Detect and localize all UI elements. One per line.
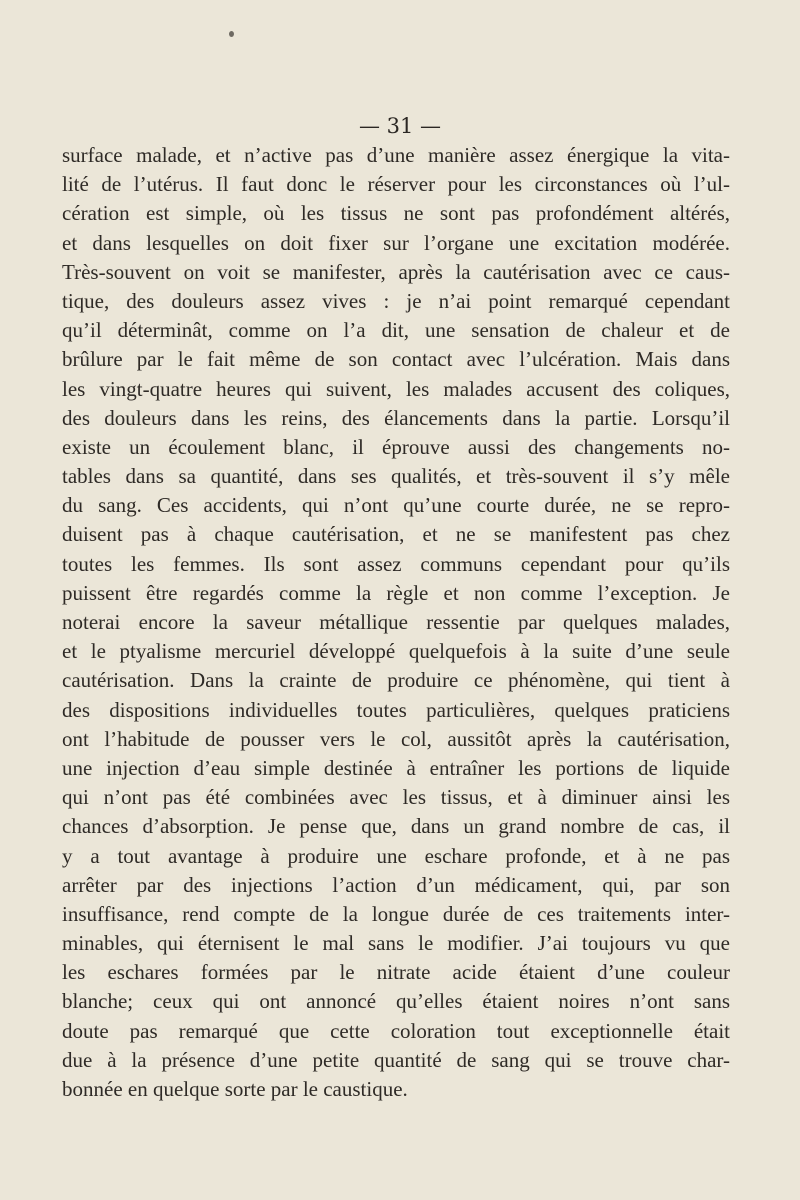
text-line: duisent pas à chaque cautérisation, et ne se manifestent pas chez [62,522,730,547]
text-line: doute pas remarqué que cette coloration tout exceptionnelle était [62,1018,730,1043]
text-line: et le ptyalisme mercuriel développé quelquefois à la suite d’une seule [62,639,730,664]
text-line: lité de l’utérus. Il faut donc le réserver pour les circonstances où l’ul- [62,172,730,197]
text-line: chances d’absorption. Je pense que, dans un grand nombre de cas, il [62,814,730,839]
text-line: les vingt-quatre heures qui suivent, les malades accusent des coliques, [62,376,730,401]
text-line: Très-souvent on voit se manifester, après la cautérisation avec ce caus- [62,259,730,284]
text-line: cautérisation. Dans la crainte de produire ce phénomène, qui tient à [62,668,730,693]
text-line: minables, qui éternisent le mal sans le modifier. J’ai toujours vu que [62,931,730,956]
text-line: des douleurs dans les reins, des élancements dans la partie. Lorsqu’il [62,405,730,430]
text-line: qu’il déterminât, comme on l’a dit, une sensation de chaleur et de [62,318,730,343]
text-line: cération est simple, où les tissus ne sont pas profondément altérés, [62,201,730,226]
text-line: due à la présence d’une petite quantité de sang qui se trouve char- [62,1047,730,1072]
text-line: tables dans sa quantité, dans ses qualités, et très-souvent il s’y mêle [62,464,730,489]
text-line: puissent être regardés comme la règle et non comme l’exception. Je [62,580,730,605]
ink-speck [229,31,234,37]
text-line: ont l’habitude de pousser vers le col, aussitôt après la cautérisation, [62,726,730,751]
text-line: noterai encore la saveur métallique ressentie par quelques malades, [62,610,730,634]
text-line: et dans lesquelles on doit fixer sur l’organe une excitation modérée. [62,230,730,255]
text-line: toutes les femmes. Ils sont assez communs cependant pour qu’ils [62,551,730,576]
text-line: arrêter par des injections l’action d’un médicament, qui, par son [62,872,730,897]
text-line: existe un écoulement blanc, il éprouve aussi des changements no- [62,434,730,459]
text-line: insuffisance, rend compte de la longue durée de ces traitements inter- [62,901,730,926]
text-line: y a tout avantage à produire une eschare profonde, et à ne pas [62,843,730,868]
text-line: une injection d’eau simple destinée à entraîner les portions de liquide [62,755,730,780]
text-line: brûlure par le fait même de son contact avec l’ulcération. Mais dans [62,347,730,372]
body-text [62,141,730,1104]
text-line: les eschares formées par le nitrate acide étaient d’une couleur [62,960,730,985]
text-line: qui n’ont pas été combinées avec les tissus, et à diminuer ainsi les [62,785,730,810]
text-line: surface malade, et n’active pas d’une manière assez énergique la vita- [62,143,730,167]
text-line: tique, des douleurs assez vives : je n’ai point remarqué cependant [62,288,730,313]
text-line: blanche; ceux qui ont annoncé qu’elles étaient noires n’ont sans [62,989,730,1014]
page-number: — 31 — [358,114,442,138]
text-line: bonnée en quelque sorte par le caustique. [62,1077,408,1101]
text-line: du sang. Ces accidents, qui n’ont qu’une courte durée, ne se repro- [62,493,730,518]
text-line: des dispositions individuelles toutes particulières, quelques praticiens [62,697,730,722]
